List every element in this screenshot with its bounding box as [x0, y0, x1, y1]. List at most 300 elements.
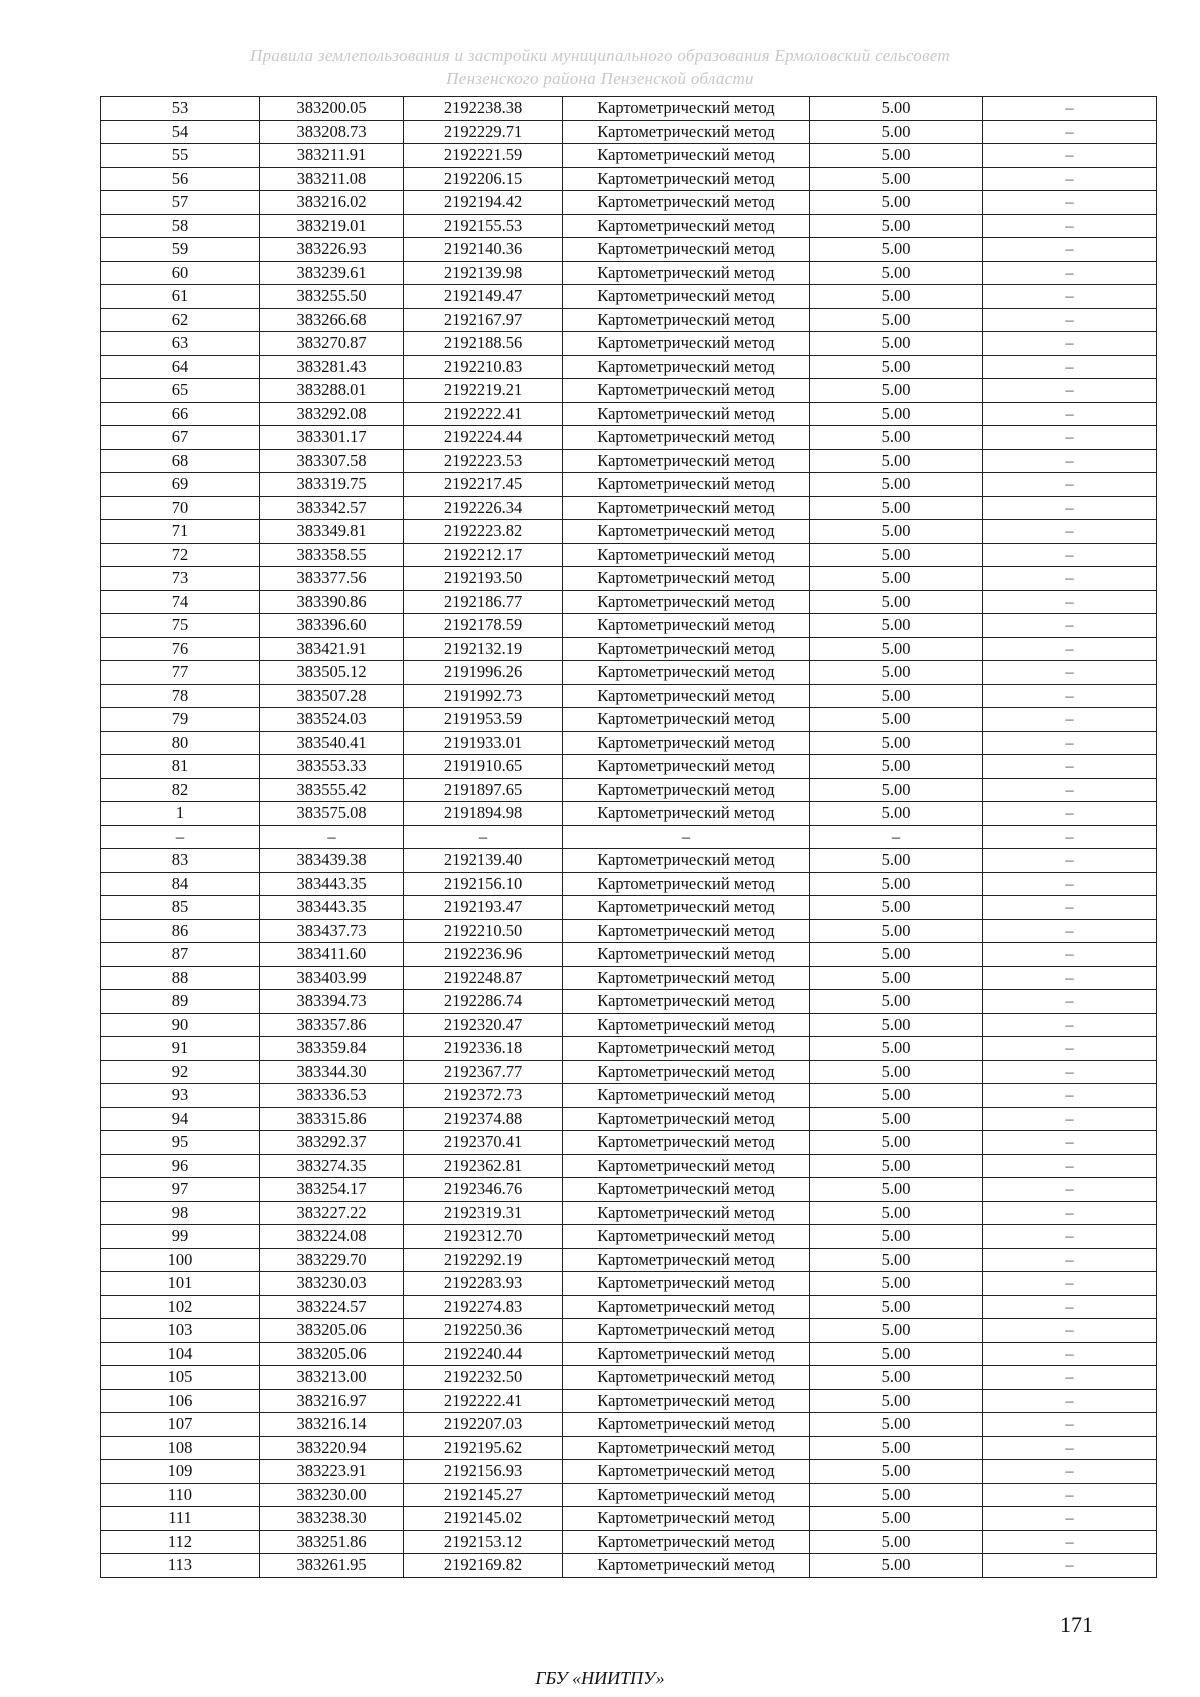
y-coordinate-cell: –: [404, 825, 563, 849]
x-coordinate-cell: 383443.35: [260, 872, 404, 896]
point-number-cell: 1: [101, 802, 260, 826]
description-cell: –: [983, 966, 1157, 990]
coordinates-table-body: [101, 97, 1157, 1578]
y-coordinate-cell: 2192153.12: [404, 1530, 563, 1554]
x-coordinate-cell: 383223.91: [260, 1460, 404, 1484]
method-cell: –: [563, 825, 810, 849]
y-coordinate-cell: 2192367.77: [404, 1060, 563, 1084]
y-coordinate-cell: 2191996.26: [404, 661, 563, 685]
description-cell: –: [983, 1295, 1157, 1319]
accuracy-cell: 5.00: [810, 966, 983, 990]
accuracy-cell: 5.00: [810, 684, 983, 708]
y-coordinate-cell: 2192140.36: [404, 238, 563, 262]
x-coordinate-cell: 383390.86: [260, 590, 404, 614]
table-row: [101, 238, 1157, 262]
table-row: [101, 1037, 1157, 1061]
point-number-cell: 111: [101, 1507, 260, 1531]
accuracy-cell: 5.00: [810, 1389, 983, 1413]
point-number-cell: 89: [101, 990, 260, 1014]
y-coordinate-cell: 2192207.03: [404, 1413, 563, 1437]
method-cell: Картометрический метод: [563, 1225, 810, 1249]
description-cell: –: [983, 1178, 1157, 1202]
point-number-cell: 63: [101, 332, 260, 356]
table-row: [101, 449, 1157, 473]
point-number-cell: 109: [101, 1460, 260, 1484]
accuracy-cell: 5.00: [810, 1554, 983, 1578]
y-coordinate-cell: 2192132.19: [404, 637, 563, 661]
y-coordinate-cell: 2192145.27: [404, 1483, 563, 1507]
y-coordinate-cell: 2192212.17: [404, 543, 563, 567]
accuracy-cell: 5.00: [810, 355, 983, 379]
y-coordinate-cell: 2192346.76: [404, 1178, 563, 1202]
description-cell: –: [983, 684, 1157, 708]
method-cell: Картометрический метод: [563, 1530, 810, 1554]
table-row: [101, 1178, 1157, 1202]
y-coordinate-cell: 2191894.98: [404, 802, 563, 826]
table-row: [101, 1366, 1157, 1390]
method-cell: Картометрический метод: [563, 355, 810, 379]
method-cell: Картометрический метод: [563, 543, 810, 567]
table-row: [101, 214, 1157, 238]
accuracy-cell: 5.00: [810, 567, 983, 591]
coordinates-table: [100, 96, 1157, 1578]
method-cell: Картометрический метод: [563, 943, 810, 967]
method-cell: Картометрический метод: [563, 1342, 810, 1366]
x-coordinate-cell: 383238.30: [260, 1507, 404, 1531]
y-coordinate-cell: 2191992.73: [404, 684, 563, 708]
x-coordinate-cell: 383394.73: [260, 990, 404, 1014]
accuracy-cell: 5.00: [810, 990, 983, 1014]
description-cell: –: [983, 849, 1157, 873]
x-coordinate-cell: 383220.94: [260, 1436, 404, 1460]
method-cell: Картометрический метод: [563, 896, 810, 920]
description-cell: –: [983, 332, 1157, 356]
description-cell: –: [983, 990, 1157, 1014]
accuracy-cell: 5.00: [810, 238, 983, 262]
table-row: [101, 1060, 1157, 1084]
table-row: [101, 543, 1157, 567]
accuracy-cell: 5.00: [810, 1530, 983, 1554]
accuracy-cell: 5.00: [810, 496, 983, 520]
method-cell: Картометрический метод: [563, 261, 810, 285]
x-coordinate-cell: 383507.28: [260, 684, 404, 708]
x-coordinate-cell: 383211.08: [260, 167, 404, 191]
x-coordinate-cell: 383377.56: [260, 567, 404, 591]
point-number-cell: 91: [101, 1037, 260, 1061]
x-coordinate-cell: 383358.55: [260, 543, 404, 567]
accuracy-cell: 5.00: [810, 896, 983, 920]
y-coordinate-cell: 2192223.82: [404, 520, 563, 544]
table-row: [101, 637, 1157, 661]
description-cell: –: [983, 755, 1157, 779]
x-coordinate-cell: 383342.57: [260, 496, 404, 520]
point-number-cell: 110: [101, 1483, 260, 1507]
accuracy-cell: 5.00: [810, 214, 983, 238]
point-number-cell: 97: [101, 1178, 260, 1202]
x-coordinate-cell: 383357.86: [260, 1013, 404, 1037]
description-cell: –: [983, 379, 1157, 403]
method-cell: Картометрический метод: [563, 1483, 810, 1507]
point-number-cell: 80: [101, 731, 260, 755]
x-coordinate-cell: 383411.60: [260, 943, 404, 967]
accuracy-cell: 5.00: [810, 731, 983, 755]
table-row: [101, 849, 1157, 873]
point-number-cell: 79: [101, 708, 260, 732]
accuracy-cell: 5.00: [810, 1507, 983, 1531]
method-cell: Картометрический метод: [563, 97, 810, 121]
point-number-cell: 88: [101, 966, 260, 990]
x-coordinate-cell: 383403.99: [260, 966, 404, 990]
point-number-cell: 55: [101, 144, 260, 168]
table-row: [101, 120, 1157, 144]
description-cell: –: [983, 1154, 1157, 1178]
description-cell: –: [983, 590, 1157, 614]
point-number-cell: 87: [101, 943, 260, 967]
point-number-cell: 76: [101, 637, 260, 661]
point-number-cell: 84: [101, 872, 260, 896]
point-number-cell: 71: [101, 520, 260, 544]
accuracy-cell: 5.00: [810, 1366, 983, 1390]
point-number-cell: 59: [101, 238, 260, 262]
point-number-cell: 75: [101, 614, 260, 638]
y-coordinate-cell: 2192374.88: [404, 1107, 563, 1131]
description-cell: –: [983, 1342, 1157, 1366]
method-cell: Картометрический метод: [563, 332, 810, 356]
point-number-cell: 103: [101, 1319, 260, 1343]
y-coordinate-cell: 2192320.47: [404, 1013, 563, 1037]
x-coordinate-cell: 383208.73: [260, 120, 404, 144]
point-number-cell: 74: [101, 590, 260, 614]
method-cell: Картометрический метод: [563, 120, 810, 144]
method-cell: Картометрический метод: [563, 1060, 810, 1084]
table-row: [101, 590, 1157, 614]
accuracy-cell: 5.00: [810, 449, 983, 473]
method-cell: Картометрический метод: [563, 402, 810, 426]
description-cell: –: [983, 708, 1157, 732]
table-row: [101, 778, 1157, 802]
x-coordinate-cell: 383219.01: [260, 214, 404, 238]
description-cell: –: [983, 896, 1157, 920]
description-cell: –: [983, 543, 1157, 567]
x-coordinate-cell: 383254.17: [260, 1178, 404, 1202]
x-coordinate-cell: 383205.06: [260, 1342, 404, 1366]
table-row: [101, 614, 1157, 638]
x-coordinate-cell: 383555.42: [260, 778, 404, 802]
x-coordinate-cell: 383540.41: [260, 731, 404, 755]
point-number-cell: 102: [101, 1295, 260, 1319]
description-cell: –: [983, 214, 1157, 238]
method-cell: Картометрический метод: [563, 1248, 810, 1272]
description-cell: –: [983, 1483, 1157, 1507]
method-cell: Картометрический метод: [563, 1460, 810, 1484]
description-cell: –: [983, 496, 1157, 520]
y-coordinate-cell: 2192167.97: [404, 308, 563, 332]
method-cell: Картометрический метод: [563, 778, 810, 802]
accuracy-cell: 5.00: [810, 261, 983, 285]
x-coordinate-cell: 383270.87: [260, 332, 404, 356]
method-cell: Картометрический метод: [563, 1013, 810, 1037]
method-cell: Картометрический метод: [563, 449, 810, 473]
table-row: [101, 1319, 1157, 1343]
accuracy-cell: 5.00: [810, 120, 983, 144]
accuracy-cell: 5.00: [810, 1131, 983, 1155]
description-cell: –: [983, 1272, 1157, 1296]
description-cell: –: [983, 473, 1157, 497]
y-coordinate-cell: 2192210.50: [404, 919, 563, 943]
accuracy-cell: 5.00: [810, 97, 983, 121]
y-coordinate-cell: 2192222.41: [404, 1389, 563, 1413]
accuracy-cell: 5.00: [810, 1084, 983, 1108]
table-row: [101, 1413, 1157, 1437]
y-coordinate-cell: 2192221.59: [404, 144, 563, 168]
y-coordinate-cell: 2192210.83: [404, 355, 563, 379]
y-coordinate-cell: 2192156.93: [404, 1460, 563, 1484]
y-coordinate-cell: 2192224.44: [404, 426, 563, 450]
point-number-cell: 54: [101, 120, 260, 144]
description-cell: –: [983, 1225, 1157, 1249]
accuracy-cell: 5.00: [810, 661, 983, 685]
description-cell: –: [983, 308, 1157, 332]
x-coordinate-cell: 383349.81: [260, 520, 404, 544]
accuracy-cell: 5.00: [810, 167, 983, 191]
description-cell: –: [983, 943, 1157, 967]
table-row: [101, 1295, 1157, 1319]
accuracy-cell: 5.00: [810, 1460, 983, 1484]
x-coordinate-cell: 383575.08: [260, 802, 404, 826]
y-coordinate-cell: 2192219.21: [404, 379, 563, 403]
table-row: [101, 1436, 1157, 1460]
x-coordinate-cell: 383261.95: [260, 1554, 404, 1578]
table-row: [101, 661, 1157, 685]
header-line-2: Пензенского района Пензенской области: [446, 69, 754, 88]
point-number-cell: 66: [101, 402, 260, 426]
table-row: [101, 825, 1157, 849]
accuracy-cell: 5.00: [810, 778, 983, 802]
table-row: [101, 943, 1157, 967]
table-row: [101, 1225, 1157, 1249]
description-cell: –: [983, 191, 1157, 215]
method-cell: Картометрический метод: [563, 849, 810, 873]
point-number-cell: 72: [101, 543, 260, 567]
method-cell: Картометрический метод: [563, 590, 810, 614]
description-cell: –: [983, 872, 1157, 896]
point-number-cell: 107: [101, 1413, 260, 1437]
table-row: [101, 285, 1157, 309]
table-row: [101, 167, 1157, 191]
page-number: 171: [1060, 1612, 1093, 1637]
x-coordinate-cell: 383315.86: [260, 1107, 404, 1131]
table-row: [101, 261, 1157, 285]
y-coordinate-cell: 2192156.10: [404, 872, 563, 896]
y-coordinate-cell: 2192372.73: [404, 1084, 563, 1108]
point-number-cell: 96: [101, 1154, 260, 1178]
table-row: [101, 567, 1157, 591]
method-cell: Картометрический метод: [563, 1037, 810, 1061]
point-number-cell: 64: [101, 355, 260, 379]
y-coordinate-cell: 2192194.42: [404, 191, 563, 215]
x-coordinate-cell: 383396.60: [260, 614, 404, 638]
point-number-cell: 83: [101, 849, 260, 873]
method-cell: Картометрический метод: [563, 990, 810, 1014]
table-row: [101, 1013, 1157, 1037]
y-coordinate-cell: 2192248.87: [404, 966, 563, 990]
x-coordinate-cell: 383224.08: [260, 1225, 404, 1249]
accuracy-cell: 5.00: [810, 191, 983, 215]
description-cell: –: [983, 1248, 1157, 1272]
table-row: [101, 966, 1157, 990]
table-row: [101, 426, 1157, 450]
method-cell: Картометрический метод: [563, 191, 810, 215]
accuracy-cell: 5.00: [810, 1413, 983, 1437]
method-cell: Картометрический метод: [563, 1154, 810, 1178]
accuracy-cell: 5.00: [810, 1483, 983, 1507]
point-number-cell: 81: [101, 755, 260, 779]
accuracy-cell: 5.00: [810, 802, 983, 826]
y-coordinate-cell: 2192145.02: [404, 1507, 563, 1531]
description-cell: –: [983, 1201, 1157, 1225]
x-coordinate-cell: 383553.33: [260, 755, 404, 779]
y-coordinate-cell: 2192229.71: [404, 120, 563, 144]
accuracy-cell: 5.00: [810, 1013, 983, 1037]
description-cell: –: [983, 1436, 1157, 1460]
description-cell: –: [983, 1037, 1157, 1061]
table-row: [101, 191, 1157, 215]
point-number-cell: 53: [101, 97, 260, 121]
table-row: [101, 896, 1157, 920]
point-number-cell: 92: [101, 1060, 260, 1084]
y-coordinate-cell: 2192226.34: [404, 496, 563, 520]
description-cell: –: [983, 520, 1157, 544]
table-row: [101, 332, 1157, 356]
table-row: [101, 1272, 1157, 1296]
accuracy-cell: 5.00: [810, 1178, 983, 1202]
point-number-cell: 58: [101, 214, 260, 238]
point-number-cell: 78: [101, 684, 260, 708]
x-coordinate-cell: 383359.84: [260, 1037, 404, 1061]
accuracy-cell: 5.00: [810, 919, 983, 943]
point-number-cell: 65: [101, 379, 260, 403]
y-coordinate-cell: 2192222.41: [404, 402, 563, 426]
point-number-cell: 67: [101, 426, 260, 450]
method-cell: Картометрический метод: [563, 1554, 810, 1578]
x-coordinate-cell: 383227.22: [260, 1201, 404, 1225]
x-coordinate-cell: 383251.86: [260, 1530, 404, 1554]
table-row: [101, 1554, 1157, 1578]
method-cell: Картометрический метод: [563, 1436, 810, 1460]
point-number-cell: 95: [101, 1131, 260, 1155]
description-cell: –: [983, 1084, 1157, 1108]
method-cell: Картометрический метод: [563, 684, 810, 708]
description-cell: –: [983, 402, 1157, 426]
x-coordinate-cell: 383281.43: [260, 355, 404, 379]
point-number-cell: 82: [101, 778, 260, 802]
description-cell: –: [983, 426, 1157, 450]
table-row: [101, 990, 1157, 1014]
accuracy-cell: 5.00: [810, 402, 983, 426]
method-cell: Картометрический метод: [563, 1507, 810, 1531]
point-number-cell: 86: [101, 919, 260, 943]
x-coordinate-cell: 383216.02: [260, 191, 404, 215]
x-coordinate-cell: 383255.50: [260, 285, 404, 309]
table-row: [101, 731, 1157, 755]
method-cell: Картометрический метод: [563, 1201, 810, 1225]
accuracy-cell: 5.00: [810, 1201, 983, 1225]
table-row: [101, 1389, 1157, 1413]
method-cell: Картометрический метод: [563, 167, 810, 191]
accuracy-cell: 5.00: [810, 849, 983, 873]
y-coordinate-cell: 2191953.59: [404, 708, 563, 732]
point-number-cell: 73: [101, 567, 260, 591]
y-coordinate-cell: 2192336.18: [404, 1037, 563, 1061]
table-row: [101, 496, 1157, 520]
y-coordinate-cell: 2192155.53: [404, 214, 563, 238]
accuracy-cell: 5.00: [810, 755, 983, 779]
description-cell: –: [983, 802, 1157, 826]
accuracy-cell: 5.00: [810, 144, 983, 168]
point-number-cell: 94: [101, 1107, 260, 1131]
method-cell: Картометрический метод: [563, 285, 810, 309]
y-coordinate-cell: 2192240.44: [404, 1342, 563, 1366]
x-coordinate-cell: 383439.38: [260, 849, 404, 873]
x-coordinate-cell: 383344.30: [260, 1060, 404, 1084]
table-row: [101, 355, 1157, 379]
point-number-cell: 105: [101, 1366, 260, 1390]
accuracy-cell: 5.00: [810, 614, 983, 638]
table-row: [101, 684, 1157, 708]
description-cell: –: [983, 1107, 1157, 1131]
x-coordinate-cell: 383224.57: [260, 1295, 404, 1319]
y-coordinate-cell: 2192232.50: [404, 1366, 563, 1390]
method-cell: Картометрический метод: [563, 731, 810, 755]
x-coordinate-cell: 383200.05: [260, 97, 404, 121]
x-coordinate-cell: 383292.08: [260, 402, 404, 426]
table-row: [101, 520, 1157, 544]
method-cell: Картометрический метод: [563, 614, 810, 638]
description-cell: –: [983, 1060, 1157, 1084]
y-coordinate-cell: 2192149.47: [404, 285, 563, 309]
method-cell: Картометрический метод: [563, 1389, 810, 1413]
accuracy-cell: 5.00: [810, 473, 983, 497]
accuracy-cell: 5.00: [810, 1060, 983, 1084]
method-cell: Картометрический метод: [563, 708, 810, 732]
point-number-cell: 70: [101, 496, 260, 520]
table-row: [101, 1154, 1157, 1178]
accuracy-cell: 5.00: [810, 285, 983, 309]
table-row: [101, 1084, 1157, 1108]
x-coordinate-cell: 383292.37: [260, 1131, 404, 1155]
x-coordinate-cell: 383229.70: [260, 1248, 404, 1272]
method-cell: Картометрический метод: [563, 1084, 810, 1108]
y-coordinate-cell: 2192193.50: [404, 567, 563, 591]
y-coordinate-cell: 2192178.59: [404, 614, 563, 638]
method-cell: Картометрический метод: [563, 238, 810, 262]
point-number-cell: 99: [101, 1225, 260, 1249]
page-header: [0, 44, 1200, 90]
y-coordinate-cell: 2192217.45: [404, 473, 563, 497]
point-number-cell: 60: [101, 261, 260, 285]
method-cell: Картометрический метод: [563, 1366, 810, 1390]
method-cell: Картометрический метод: [563, 1272, 810, 1296]
table-row: [101, 1530, 1157, 1554]
table-row: [101, 308, 1157, 332]
method-cell: Картометрический метод: [563, 755, 810, 779]
table-row: [101, 802, 1157, 826]
accuracy-cell: 5.00: [810, 637, 983, 661]
y-coordinate-cell: 2192312.70: [404, 1225, 563, 1249]
description-cell: –: [983, 661, 1157, 685]
x-coordinate-cell: 383266.68: [260, 308, 404, 332]
description-cell: –: [983, 1530, 1157, 1554]
